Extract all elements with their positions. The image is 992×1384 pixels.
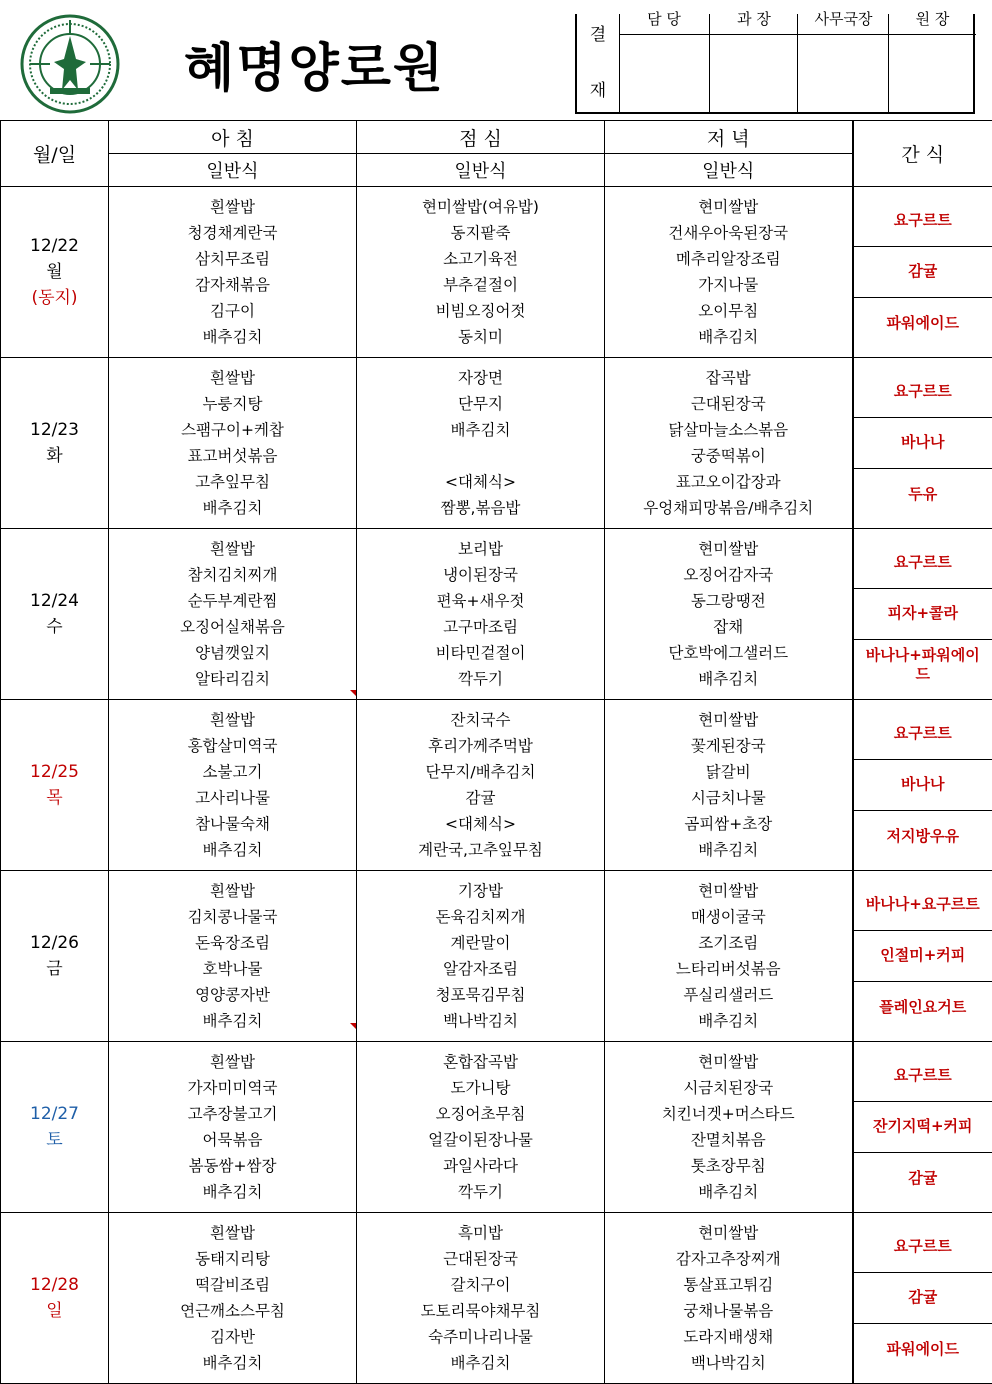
menu-item: 닭갈비 — [605, 759, 852, 785]
column-header-snack: 간 식 — [853, 121, 992, 187]
snack-cell — [853, 529, 992, 700]
menu-item: 보리밥 — [357, 536, 604, 562]
menu-item: 깍두기 — [357, 1179, 604, 1205]
menu-item: 동지팥죽 — [357, 220, 604, 246]
subheader-breakfast-regular: 일반식 — [109, 154, 357, 187]
column-header-dinner: 저 녁 — [605, 121, 853, 154]
approval-column-header: 사무국장 — [798, 6, 889, 35]
menu-item: 통살표고튀김 — [605, 1272, 852, 1298]
snack-item: 바나나+요구르트 — [854, 880, 992, 931]
menu-item: 배추김치 — [357, 1350, 604, 1376]
approval-column-header: 과 장 — [710, 6, 798, 35]
subheader-lunch-regular: 일반식 — [357, 154, 605, 187]
comment-marker — [350, 1023, 356, 1029]
approval-column-2 — [709, 14, 798, 112]
menu-item: 소고기육전 — [357, 246, 604, 272]
menu-item: 가자미미역국 — [109, 1075, 356, 1101]
table-row — [1, 1042, 992, 1213]
snack-item: 두유 — [854, 469, 992, 520]
snack-item: 요구르트 — [854, 367, 992, 418]
menu-item: 궁채나물볶음 — [605, 1298, 852, 1324]
date-label: 12/22 — [1, 233, 108, 259]
menu-item: 도라지배생채 — [605, 1324, 852, 1350]
menu-item: 단무지 — [357, 391, 604, 417]
breakfast-menu-cell — [109, 358, 357, 529]
menu-item: 청경채계란국 — [109, 220, 356, 246]
menu-item: 배추김치 — [109, 324, 356, 350]
lunch-menu-cell — [357, 871, 605, 1042]
menu-item: 봄동쌈+쌈장 — [109, 1153, 356, 1179]
table-row — [1, 871, 992, 1042]
snack-item: 잔기지떡+커피 — [854, 1102, 992, 1153]
menu-item: 치킨너겟+머스타드 — [605, 1101, 852, 1127]
menu-item: 현미쌀밥(여유밥) — [357, 194, 604, 220]
snack-item: 파워에이드 — [854, 1324, 992, 1375]
dinner-menu-cell — [605, 358, 853, 529]
menu-item: 순두부계란찜 — [109, 588, 356, 614]
menu-item: 현미쌀밥 — [605, 1220, 852, 1246]
table-row — [1, 529, 992, 700]
menu-item: 연근깨소스무침 — [109, 1298, 356, 1324]
date-label: 12/26 — [1, 930, 108, 956]
dinner-menu-cell — [605, 700, 853, 871]
menu-item: 현미쌀밥 — [605, 1049, 852, 1075]
date-cell — [1, 529, 109, 700]
approval-column-1 — [619, 14, 709, 112]
menu-item: 가지나물 — [605, 272, 852, 298]
menu-item: <대체식> — [357, 811, 604, 837]
menu-item: 배추김치 — [605, 1008, 852, 1034]
weekly-menu-table — [0, 120, 992, 1384]
menu-item: 배추김치 — [109, 837, 356, 863]
menu-item: 오징어감자국 — [605, 562, 852, 588]
menu-item: 깍두기 — [357, 666, 604, 692]
menu-item: 현미쌀밥 — [605, 536, 852, 562]
snack-cell — [853, 358, 992, 529]
menu-item: 자장면 — [357, 365, 604, 391]
menu-item: 흰쌀밥 — [109, 878, 356, 904]
menu-item: 기장밥 — [357, 878, 604, 904]
menu-item: 오이무침 — [605, 298, 852, 324]
menu-item: 흰쌀밥 — [109, 365, 356, 391]
date-label: 12/25 — [1, 759, 108, 785]
menu-item: 청포묵김무침 — [357, 982, 604, 1008]
column-header-date: 월/일 — [1, 121, 109, 187]
menu-item: 계란말이 — [357, 930, 604, 956]
approval-label-column — [577, 14, 620, 112]
snack-item: 요구르트 — [854, 1222, 992, 1273]
menu-item: 고사리나물 — [109, 785, 356, 811]
menu-item: 알타리김치 — [109, 666, 356, 692]
subheader-dinner-regular: 일반식 — [605, 154, 853, 187]
menu-item: 배추김치 — [109, 1008, 356, 1034]
menu-item: 단호박에그샐러드 — [605, 640, 852, 666]
table-row — [1, 187, 992, 358]
snack-cell — [853, 187, 992, 358]
menu-item: 오징어초무침 — [357, 1101, 604, 1127]
menu-item: 소불고기 — [109, 759, 356, 785]
menu-item: 배추김치 — [357, 417, 604, 443]
approval-column-header: 원 장 — [889, 6, 976, 35]
menu-item: 시금치나물 — [605, 785, 852, 811]
menu-item: 흑미밥 — [357, 1220, 604, 1246]
menu-item: 톳초장무침 — [605, 1153, 852, 1179]
menu-item: 도가니탕 — [357, 1075, 604, 1101]
page-title: 혜명양로원 — [184, 26, 445, 101]
breakfast-menu-cell — [109, 529, 357, 700]
date-cell — [1, 187, 109, 358]
snack-item: 플레인요거트 — [854, 982, 992, 1033]
menu-item: 느타리버섯볶음 — [605, 956, 852, 982]
menu-item: 근대된장국 — [357, 1246, 604, 1272]
weekday-label: 월 — [1, 259, 108, 285]
menu-item: <대체식> — [357, 469, 604, 495]
menu-item: 계란국,고추잎무침 — [357, 837, 604, 863]
weekday-label: 목 — [1, 785, 108, 811]
menu-item: 메추리알장조림 — [605, 246, 852, 272]
date-label: 12/27 — [1, 1101, 108, 1127]
breakfast-menu-cell — [109, 1213, 357, 1384]
menu-item: 스팸구이+케찹 — [109, 417, 356, 443]
menu-item: 냉이된장국 — [357, 562, 604, 588]
menu-item: 꽃게된장국 — [605, 733, 852, 759]
snack-item: 바나나 — [854, 418, 992, 469]
menu-item: 알감자조림 — [357, 956, 604, 982]
menu-item: 잔멸치볶음 — [605, 1127, 852, 1153]
menu-item: 푸실리샐러드 — [605, 982, 852, 1008]
menu-item: 짬뽕,볶음밥 — [357, 495, 604, 521]
breakfast-menu-cell — [109, 1042, 357, 1213]
menu-item: 매생이굴국 — [605, 904, 852, 930]
menu-item: 숙주미나리나물 — [357, 1324, 604, 1350]
dinner-menu-cell — [605, 529, 853, 700]
menu-item: 곰피쌈+초장 — [605, 811, 852, 837]
menu-item: 동그랑땡전 — [605, 588, 852, 614]
weekday-label: 일 — [1, 1298, 108, 1324]
snack-cell — [853, 1042, 992, 1213]
weekday-label: 수 — [1, 614, 108, 640]
snack-item: 요구르트 — [854, 196, 992, 247]
snack-item: 바나나+파워에이드 — [854, 640, 992, 691]
approval-label-top: 결 — [577, 20, 619, 45]
menu-item: 배추김치 — [109, 1179, 356, 1205]
menu-item: 배추김치 — [605, 1179, 852, 1205]
menu-item — [357, 443, 604, 469]
menu-item: 고추장불고기 — [109, 1101, 356, 1127]
column-header-breakfast: 아 침 — [109, 121, 357, 154]
approval-label-bottom: 재 — [577, 76, 619, 101]
menu-item: 동치미 — [357, 324, 604, 350]
menu-item: 고추잎무침 — [109, 469, 356, 495]
menu-item: 표고버섯볶음 — [109, 443, 356, 469]
snack-item: 피자+콜라 — [854, 589, 992, 640]
menu-item: 잡채 — [605, 614, 852, 640]
column-header-lunch: 점 심 — [357, 121, 605, 154]
menu-item: 잡곡밥 — [605, 365, 852, 391]
menu-item: 혼합잡곡밥 — [357, 1049, 604, 1075]
snack-item: 파워에이드 — [854, 298, 992, 349]
menu-item: 현미쌀밥 — [605, 707, 852, 733]
menu-item: 김자반 — [109, 1324, 356, 1350]
menu-item: 백나박김치 — [357, 1008, 604, 1034]
date-cell — [1, 871, 109, 1042]
snack-item: 인절미+커피 — [854, 931, 992, 982]
approval-column-3 — [797, 14, 889, 112]
menu-item: 김구이 — [109, 298, 356, 324]
menu-item: 감자채볶음 — [109, 272, 356, 298]
snack-item: 바나나 — [854, 760, 992, 811]
menu-item: 영양콩자반 — [109, 982, 356, 1008]
date-cell — [1, 358, 109, 529]
approval-box — [575, 14, 975, 114]
snack-item: 감귤 — [854, 1153, 992, 1204]
weekday-label: 금 — [1, 956, 108, 982]
menu-item: 김치콩나물국 — [109, 904, 356, 930]
menu-item: 갈치구이 — [357, 1272, 604, 1298]
weekday-label: 토 — [1, 1127, 108, 1153]
lunch-menu-cell — [357, 187, 605, 358]
menu-item: 감귤 — [357, 785, 604, 811]
breakfast-menu-cell — [109, 187, 357, 358]
menu-item: 홍합살미역국 — [109, 733, 356, 759]
menu-item: 감자고추장찌개 — [605, 1246, 852, 1272]
menu-item: 돈육김치찌개 — [357, 904, 604, 930]
organization-emblem-icon — [20, 14, 120, 114]
menu-item: 잔치국수 — [357, 707, 604, 733]
lunch-menu-cell — [357, 700, 605, 871]
snack-item: 요구르트 — [854, 1051, 992, 1102]
menu-item: 현미쌀밥 — [605, 194, 852, 220]
snack-item: 요구르트 — [854, 538, 992, 589]
date-cell — [1, 700, 109, 871]
date-label: 12/24 — [1, 588, 108, 614]
menu-item: 과일사라다 — [357, 1153, 604, 1179]
menu-item: 흰쌀밥 — [109, 1220, 356, 1246]
menu-item: 참치김치찌개 — [109, 562, 356, 588]
menu-item: 우엉채피망볶음/배추김치 — [605, 495, 852, 521]
menu-item: 비빔오징어젓 — [357, 298, 604, 324]
lunch-menu-cell — [357, 529, 605, 700]
date-cell — [1, 1042, 109, 1213]
lunch-menu-cell — [357, 1213, 605, 1384]
menu-item: 배추김치 — [109, 495, 356, 521]
menu-item: 단무지/배추김치 — [357, 759, 604, 785]
menu-item: 흰쌀밥 — [109, 707, 356, 733]
menu-item: 흰쌀밥 — [109, 1049, 356, 1075]
approval-column-4 — [888, 14, 976, 112]
menu-item: 흰쌀밥 — [109, 194, 356, 220]
lunch-menu-cell — [357, 1042, 605, 1213]
menu-item: 배추김치 — [605, 837, 852, 863]
menu-item: 현미쌀밥 — [605, 878, 852, 904]
menu-item: 편육+새우젓 — [357, 588, 604, 614]
menu-item: 흰쌀밥 — [109, 536, 356, 562]
menu-item: 돈육장조림 — [109, 930, 356, 956]
menu-item: 양념깻잎지 — [109, 640, 356, 666]
weekday-label: 화 — [1, 443, 108, 469]
menu-item: 근대된장국 — [605, 391, 852, 417]
menu-item: 부추겉절이 — [357, 272, 604, 298]
menu-item: 어묵볶음 — [109, 1127, 356, 1153]
snack-item: 저지방우유 — [854, 811, 992, 862]
menu-item: 백나박김치 — [605, 1350, 852, 1376]
date-note: (동지) — [1, 285, 108, 311]
date-label: 12/28 — [1, 1272, 108, 1298]
snack-cell — [853, 700, 992, 871]
menu-item: 건새우아욱된장국 — [605, 220, 852, 246]
menu-item: 닭살마늘소스볶음 — [605, 417, 852, 443]
menu-item: 시금치된장국 — [605, 1075, 852, 1101]
menu-item: 오징어실채볶음 — [109, 614, 356, 640]
menu-item: 도토리묵야채무침 — [357, 1298, 604, 1324]
page-header — [0, 0, 992, 120]
menu-item: 비타민겉절이 — [357, 640, 604, 666]
snack-cell — [853, 1213, 992, 1384]
menu-item: 참나물숙채 — [109, 811, 356, 837]
dinner-menu-cell — [605, 187, 853, 358]
lunch-menu-cell — [357, 358, 605, 529]
snack-item: 감귤 — [854, 247, 992, 298]
menu-item: 후리가께주먹밥 — [357, 733, 604, 759]
menu-item: 호박나물 — [109, 956, 356, 982]
menu-item: 배추김치 — [109, 1350, 356, 1376]
snack-cell — [853, 871, 992, 1042]
menu-item: 표고오이갑장과 — [605, 469, 852, 495]
dinner-menu-cell — [605, 1042, 853, 1213]
menu-item: 삼치무조림 — [109, 246, 356, 272]
breakfast-menu-cell — [109, 871, 357, 1042]
breakfast-menu-cell — [109, 700, 357, 871]
menu-item: 조기조림 — [605, 930, 852, 956]
menu-item: 얼갈이된장나물 — [357, 1127, 604, 1153]
table-row — [1, 1213, 992, 1384]
menu-item: 고구마조림 — [357, 614, 604, 640]
dinner-menu-cell — [605, 871, 853, 1042]
menu-item: 누룽지탕 — [109, 391, 356, 417]
dinner-menu-cell — [605, 1213, 853, 1384]
snack-item: 감귤 — [854, 1273, 992, 1324]
table-row — [1, 358, 992, 529]
comment-marker — [350, 690, 356, 696]
date-cell — [1, 1213, 109, 1384]
menu-item: 궁중떡볶이 — [605, 443, 852, 469]
menu-item: 떡갈비조림 — [109, 1272, 356, 1298]
date-label: 12/23 — [1, 417, 108, 443]
approval-column-header: 담 당 — [619, 6, 709, 35]
menu-item: 배추김치 — [605, 324, 852, 350]
table-row — [1, 700, 992, 871]
menu-item: 동태지리탕 — [109, 1246, 356, 1272]
snack-item: 요구르트 — [854, 709, 992, 760]
menu-item: 배추김치 — [605, 666, 852, 692]
